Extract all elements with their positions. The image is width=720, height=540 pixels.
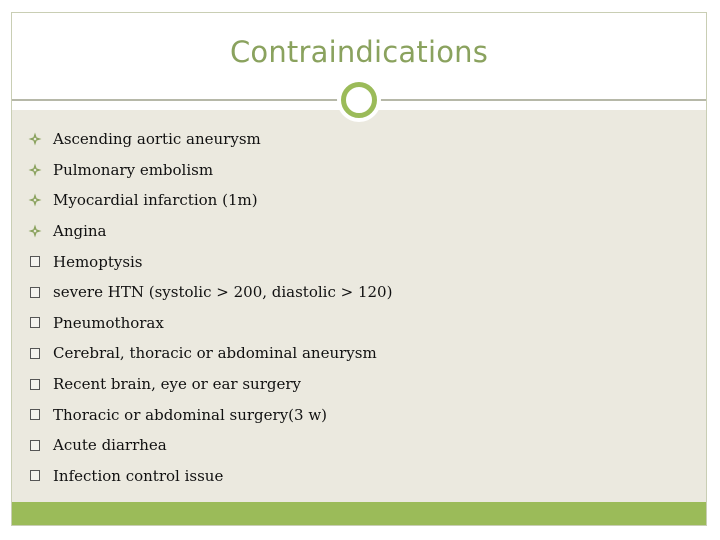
box-shape bbox=[30, 440, 40, 451]
box-shape bbox=[30, 409, 40, 420]
bullet-item bbox=[12, 308, 692, 339]
box-bullet-icon bbox=[26, 283, 44, 301]
bullet-item bbox=[12, 399, 692, 430]
bullet-label: Angina bbox=[53, 222, 107, 241]
diamond-bullet-icon bbox=[26, 222, 44, 240]
box-shape bbox=[30, 348, 40, 359]
slide-title: Contraindications bbox=[229, 35, 489, 69]
diamond-bullet-icon bbox=[26, 130, 44, 148]
box-shape bbox=[30, 379, 40, 390]
box-bullet-icon bbox=[26, 406, 44, 424]
bullet-label: Infection control issue bbox=[53, 466, 224, 485]
box-shape bbox=[30, 256, 40, 267]
bullet-item bbox=[12, 155, 692, 186]
bullet-item bbox=[12, 124, 692, 155]
bullet-label: Acute diarrhea bbox=[53, 436, 167, 455]
bullet-item bbox=[12, 461, 692, 492]
box-shape bbox=[30, 287, 40, 298]
bullet-label: Thoracic or abdominal surgery(3 w) bbox=[53, 405, 328, 424]
box-bullet-icon bbox=[26, 467, 44, 485]
bullet-item bbox=[12, 369, 692, 400]
bullet-label: Ascending aortic aneurysm bbox=[53, 130, 261, 149]
ring-inner bbox=[341, 82, 377, 118]
bullet-label: severe HTN (systolic > 200, diastolic > 120) bbox=[53, 283, 393, 302]
bullet-list bbox=[12, 124, 692, 491]
bullet-item bbox=[12, 277, 692, 308]
diamond-bullet-icon bbox=[26, 191, 44, 209]
bullet-item bbox=[12, 338, 692, 369]
bullet-label: Myocardial infarction (1m) bbox=[53, 191, 258, 210]
box-bullet-icon bbox=[26, 253, 44, 271]
ring-ornament-icon bbox=[337, 78, 381, 122]
box-bullet-icon bbox=[26, 344, 44, 362]
footer-bar bbox=[12, 502, 706, 525]
diamond-bullet-icon bbox=[26, 161, 44, 179]
box-bullet-icon bbox=[26, 314, 44, 332]
box-bullet-icon bbox=[26, 436, 44, 454]
box-shape bbox=[30, 317, 40, 328]
bullet-label: Pneumothorax bbox=[53, 313, 164, 332]
bullet-label: Cerebral, thoracic or abdominal aneurysm bbox=[53, 344, 377, 363]
box-shape bbox=[30, 470, 40, 481]
bullet-item bbox=[12, 185, 692, 216]
box-bullet-icon bbox=[26, 375, 44, 393]
bullet-item bbox=[12, 216, 692, 247]
bullet-item bbox=[12, 246, 692, 277]
bullet-label: Hemoptysis bbox=[53, 252, 143, 271]
bullet-label: Recent brain, eye or ear surgery bbox=[53, 375, 301, 394]
bullet-label: Pulmonary embolism bbox=[53, 160, 214, 179]
bullet-item bbox=[12, 430, 692, 461]
